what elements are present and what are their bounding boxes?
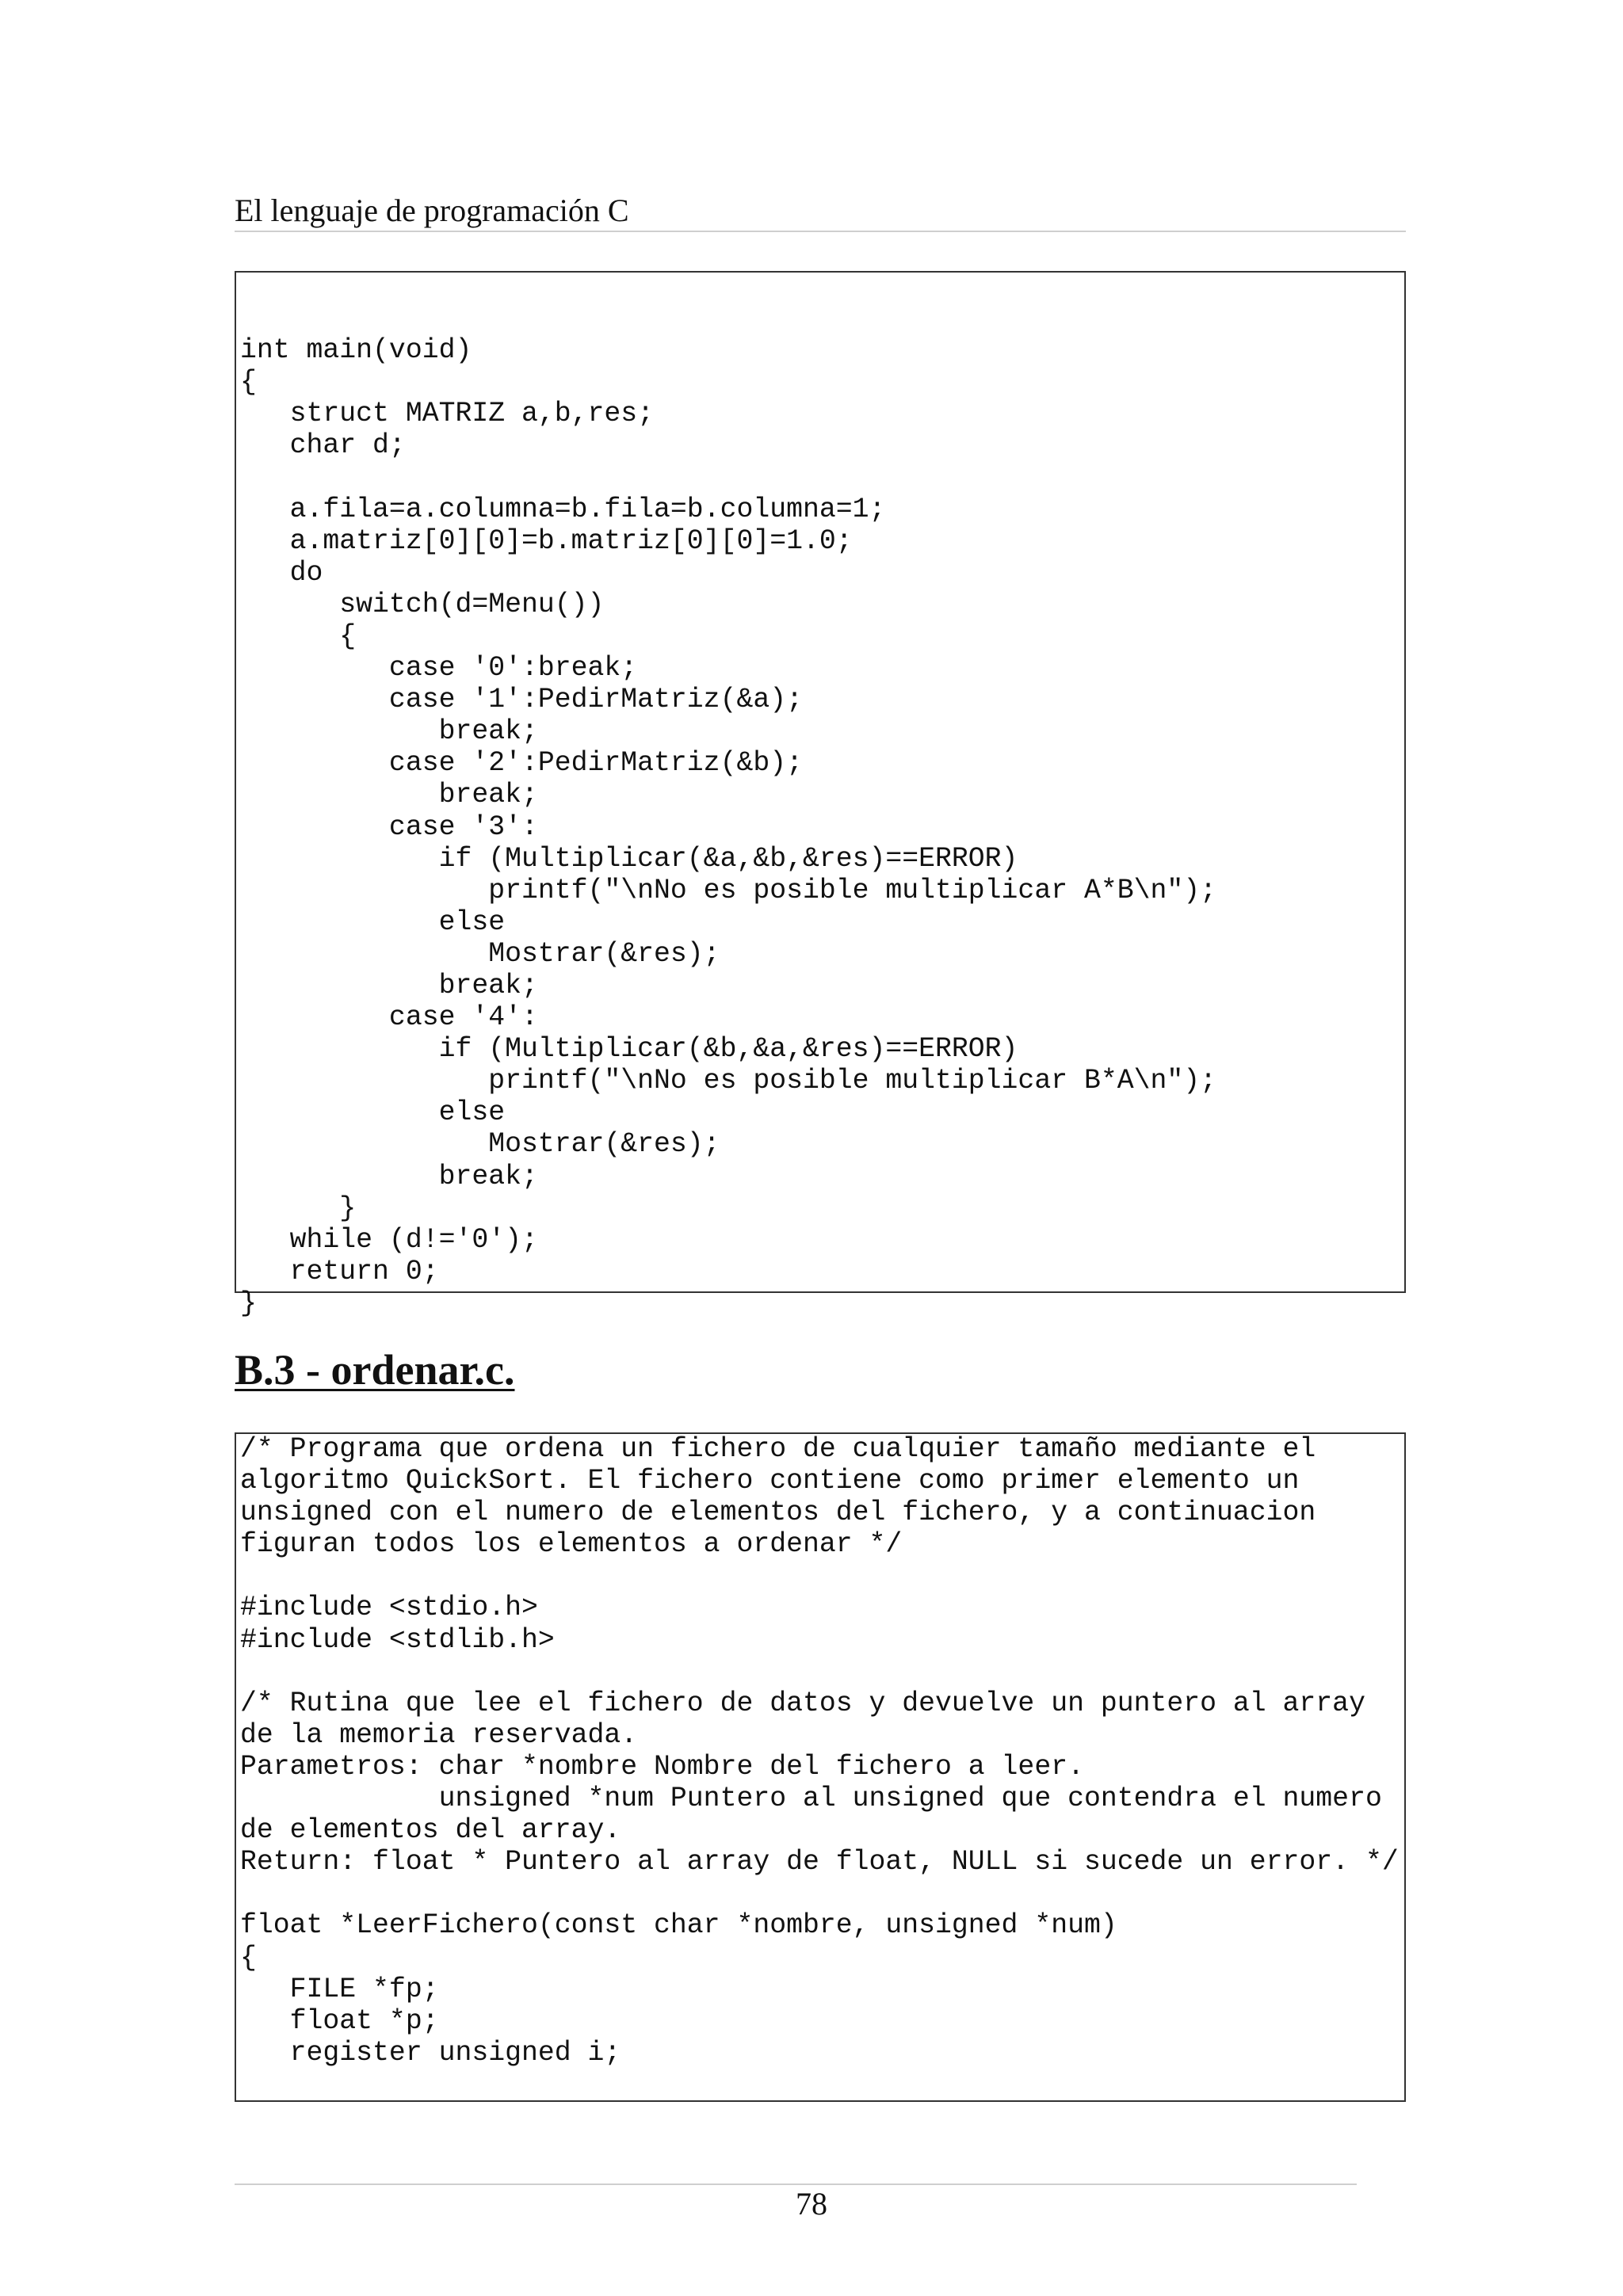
code-line: a.matriz[0][0]=b.matriz[0][0]=1.0; — [240, 525, 853, 557]
code-line: break; — [240, 780, 538, 811]
code-line: char d; — [240, 430, 406, 462]
code-line: switch(d=Menu()) — [240, 589, 605, 620]
code-line: #include <stdlib.h> — [240, 1624, 555, 1656]
code-listing — [240, 303, 1216, 1320]
code-line: case '1':PedirMatriz(&a); — [240, 685, 803, 716]
code-line: FILE *fp; — [240, 1974, 439, 2005]
code-line: unsigned con el numero de elementos del fichero, y a continuacion — [240, 1497, 1316, 1529]
code-line: if (Multiplicar(&a,&b,&res)==ERROR) — [240, 843, 1018, 875]
code-line: Return: float * Puntero al array de float, NULL si sucede un error. */ — [240, 1847, 1399, 1878]
code-line: do — [240, 557, 323, 589]
code-line: return 0; — [240, 1256, 439, 1287]
code-block-ordenar — [235, 1432, 1406, 2102]
code-line: case '3': — [240, 811, 538, 843]
code-line: float *p; — [240, 2005, 439, 2037]
running-header — [235, 189, 1406, 232]
code-line: /* Programa que ordena un fichero de cualquier tamaño mediante el — [240, 1434, 1316, 1465]
document-title: El lenguaje de programación C — [235, 193, 629, 228]
code-line: else — [240, 1097, 506, 1129]
code-line: struct MATRIZ a,b,res; — [240, 399, 655, 430]
code-line: de elementos del array. — [240, 1815, 621, 1847]
code-line: break; — [240, 716, 538, 748]
code-line: else — [240, 906, 506, 938]
page-number: 78 — [796, 2186, 827, 2222]
code-line: figuran todos los elementos a ordenar */ — [240, 1529, 903, 1561]
code-line: case '2':PedirMatriz(&b); — [240, 748, 803, 780]
code-line: register unsigned i; — [240, 2037, 621, 2069]
code-line: Mostrar(&res); — [240, 1129, 720, 1161]
code-line: while (d!='0'); — [240, 1224, 538, 1256]
section-heading: B.3 - ordenar.c. — [235, 1346, 515, 1394]
code-line: if (Multiplicar(&b,&a,&res)==ERROR) — [240, 1034, 1018, 1066]
code-line: printf("\nNo es posible multiplicar A*B\n"); — [240, 875, 1217, 906]
code-line: printf("\nNo es posible multiplicar B*A\n"); — [240, 1066, 1217, 1097]
code-line: { — [240, 1942, 257, 1974]
code-line: int main(void) — [240, 335, 472, 367]
code-line: algoritmo QuickSort. El fichero contiene como primer elemento un — [240, 1466, 1300, 1497]
code-line: de la memoria reservada. — [240, 1719, 638, 1751]
code-listing — [240, 1434, 1399, 2069]
code-line: { — [240, 620, 357, 652]
code-line: break; — [240, 970, 538, 1001]
code-line: case '0':break; — [240, 653, 638, 685]
code-line: a.fila=a.columna=b.fila=b.columna=1; — [240, 494, 886, 525]
code-line: float *LeerFichero(const char *nombre, unsigned *num) — [240, 1910, 1117, 1942]
code-line: Parametros: char *nombre Nombre del fichero a leer. — [240, 1751, 1084, 1783]
code-line: Mostrar(&res); — [240, 938, 720, 970]
code-line: #include <stdio.h> — [240, 1592, 538, 1624]
code-line: { — [240, 367, 257, 399]
code-block-main-function — [235, 271, 1406, 1319]
code-line: break; — [240, 1161, 538, 1192]
code-line: case '4': — [240, 1002, 538, 1034]
code-line: } — [240, 1192, 357, 1224]
code-line: /* Rutina que lee el fichero de datos y devuelve un puntero al array — [240, 1688, 1365, 1719]
code-line: } — [240, 1287, 257, 1319]
code-line: unsigned *num Puntero al unsigned que contendra el numero — [240, 1783, 1382, 1815]
